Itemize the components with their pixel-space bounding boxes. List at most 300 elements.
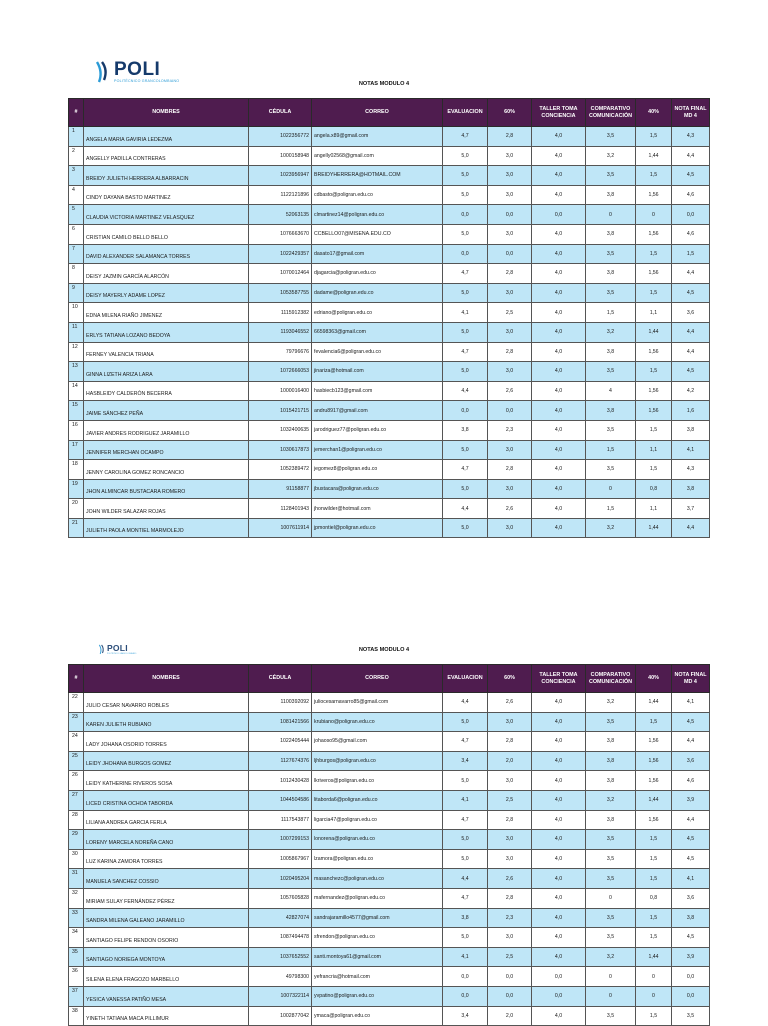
student-id: 1007299153 — [249, 830, 312, 850]
row-index: 15 — [69, 401, 84, 421]
taller-grade: 4,0 — [532, 283, 586, 303]
final-grade: 4,4 — [672, 732, 710, 752]
student-name: ERLYS TATIANA LOZANO BEDOYA — [84, 322, 249, 342]
taller-grade: 4,0 — [532, 518, 586, 538]
comparativo-grade: 3,5 — [586, 928, 636, 948]
student-name: MANUELA SANCHEZ COSSIO — [84, 869, 249, 889]
student-id: 1076663670 — [249, 224, 312, 244]
taller-grade: 0,0 — [532, 986, 586, 1006]
student-name: JENNY CAROLINA GOMEZ RONCANCIO — [84, 460, 249, 480]
student-name: FERNEY VALENCIA TRIANA — [84, 342, 249, 362]
student-email: yvpatino@poligran.edu.co — [312, 986, 443, 1006]
evaluacion-grade: 4,7 — [443, 888, 488, 908]
table-row — [69, 986, 710, 1006]
row-index: 2 — [69, 146, 84, 166]
header-col-comparativo: COMPARATIVO COMUNICACIÓN — [586, 665, 636, 693]
final-grade: 4,4 — [672, 146, 710, 166]
grade-60-percent: 2,8 — [488, 460, 532, 480]
student-email: angela.x89@gmail.com — [312, 127, 443, 147]
row-index: 30 — [69, 849, 84, 869]
taller-grade: 0,0 — [532, 205, 586, 225]
grade-60-percent: 2,8 — [488, 342, 532, 362]
taller-grade: 4,0 — [532, 908, 586, 928]
student-name: KAREN JULIETH RUBIANO — [84, 712, 249, 732]
student-name: CLAUDIA VICTORIA MARTINEZ VELASQUEZ — [84, 205, 249, 225]
final-grade: 4,4 — [672, 322, 710, 342]
final-grade: 3,9 — [672, 947, 710, 967]
student-name: SANDRA MILENA GALEANO JARAMILLO — [84, 908, 249, 928]
student-id: 1122121896 — [249, 185, 312, 205]
header-col-60: 60% — [488, 99, 532, 127]
taller-grade: 4,0 — [532, 751, 586, 771]
taller-grade: 4,0 — [532, 185, 586, 205]
table-row — [69, 264, 710, 284]
grade-40-percent: 1,5 — [636, 420, 672, 440]
comparativo-grade: 3,2 — [586, 790, 636, 810]
final-grade: 1,6 — [672, 401, 710, 421]
logo-word: POLI — [114, 59, 161, 80]
evaluacion-grade: 4,7 — [443, 732, 488, 752]
table-row — [69, 771, 710, 791]
grade-40-percent: 1,5 — [636, 712, 672, 732]
row-index: 4 — [69, 185, 84, 205]
table-row — [69, 362, 710, 382]
grade-60-percent: 2,6 — [488, 869, 532, 889]
table-row — [69, 185, 710, 205]
final-grade: 4,6 — [672, 771, 710, 791]
student-id: 1053587755 — [249, 283, 312, 303]
student-id: 1127674376 — [249, 751, 312, 771]
grade-60-percent: 3,0 — [488, 283, 532, 303]
comparativo-grade: 3,5 — [586, 830, 636, 850]
student-id: 1052389472 — [249, 460, 312, 480]
student-email: dasato17@gmail.com — [312, 244, 443, 264]
student-email: jegomez8@poligran.edu.co — [312, 460, 443, 480]
student-email: johaoso95@gmail.com — [312, 732, 443, 752]
grade-60-percent: 2,0 — [488, 751, 532, 771]
table-row — [69, 810, 710, 830]
grade-40-percent: 1,5 — [636, 460, 672, 480]
row-index: 37 — [69, 986, 84, 1006]
student-name: CINDY DAYANA BASTO MARTINEZ — [84, 185, 249, 205]
student-email: yefrancria@hotmail.com — [312, 967, 443, 987]
student-name: LUZ KARINA ZAMORA TORRES — [84, 849, 249, 869]
table-row — [69, 303, 710, 323]
student-id: 1100392092 — [249, 693, 312, 713]
table-row — [69, 205, 710, 225]
comparativo-grade: 3,5 — [586, 1006, 636, 1026]
row-index: 17 — [69, 440, 84, 460]
evaluacion-grade: 4,1 — [443, 303, 488, 323]
evaluacion-grade: 5,0 — [443, 322, 488, 342]
grade-60-percent: 3,0 — [488, 849, 532, 869]
table-header — [69, 99, 710, 127]
taller-grade: 4,0 — [532, 849, 586, 869]
student-name: ANGELLY PADILLA CONTRERAS — [84, 146, 249, 166]
final-grade: 4,5 — [672, 283, 710, 303]
grade-40-percent: 0,8 — [636, 479, 672, 499]
final-grade: 4,5 — [672, 849, 710, 869]
taller-grade: 4,0 — [532, 420, 586, 440]
final-grade: 3,7 — [672, 499, 710, 519]
student-name: DAVID ALEXANDER SALAMANCA TORRES — [84, 244, 249, 264]
comparativo-grade: 3,8 — [586, 771, 636, 791]
comparativo-grade: 0 — [586, 888, 636, 908]
comparativo-grade: 0 — [586, 986, 636, 1006]
grade-40-percent: 1,44 — [636, 693, 672, 713]
table-row — [69, 381, 710, 401]
grade-60-percent: 3,0 — [488, 479, 532, 499]
student-name: JENNIFER MERCHAN OCAMPO — [84, 440, 249, 460]
student-id: 1032400635 — [249, 420, 312, 440]
row-index: 5 — [69, 205, 84, 225]
comparativo-grade: 3,5 — [586, 362, 636, 382]
grade-40-percent: 1,5 — [636, 166, 672, 186]
student-email: BREIDYHERRERA@HOTMAIL.COM — [312, 166, 443, 186]
student-email: mafernandez@poligran.edu.co — [312, 888, 443, 908]
student-name: LEIDY JHOHANA BURGOS GOMEZ — [84, 751, 249, 771]
comparativo-grade: 1,5 — [586, 499, 636, 519]
student-id: 1128401943 — [249, 499, 312, 519]
table-row — [69, 244, 710, 264]
table-row — [69, 518, 710, 538]
student-id: 1012430428 — [249, 771, 312, 791]
student-name: MIRIAM SULAY FERNÁNDEZ PÉREZ — [84, 888, 249, 908]
student-id: 42827074 — [249, 908, 312, 928]
taller-grade: 4,0 — [532, 440, 586, 460]
table-row — [69, 947, 710, 967]
student-email: lonorena@poligran.edu.co — [312, 830, 443, 850]
grade-60-percent: 3,0 — [488, 185, 532, 205]
student-id: 1000158948 — [249, 146, 312, 166]
grade-40-percent: 1,44 — [636, 322, 672, 342]
student-name: EDNA MILENA RIAÑO JIMENEZ — [84, 303, 249, 323]
final-grade: 3,6 — [672, 888, 710, 908]
student-email: ligarcia47@poligran.edu.co — [312, 810, 443, 830]
final-grade: 4,5 — [672, 928, 710, 948]
table-row — [69, 342, 710, 362]
comparativo-grade: 3,5 — [586, 849, 636, 869]
taller-grade: 4,0 — [532, 693, 586, 713]
comparativo-grade: 3,8 — [586, 732, 636, 752]
header-col-cedula: CÉDULA — [249, 99, 312, 127]
final-grade: 3,5 — [672, 1006, 710, 1026]
student-name: DEISY MAYERLY ADAME LOPEZ — [84, 283, 249, 303]
taller-grade: 4,0 — [532, 401, 586, 421]
grade-40-percent: 1,56 — [636, 751, 672, 771]
header-col-comparativo: COMPARATIVO COMUNICACIÓN — [586, 99, 636, 127]
taller-grade: 4,0 — [532, 928, 586, 948]
taller-grade: 4,0 — [532, 166, 586, 186]
grade-40-percent: 1,44 — [636, 518, 672, 538]
grade-60-percent: 2,0 — [488, 1006, 532, 1026]
comparativo-grade: 3,2 — [586, 146, 636, 166]
final-grade: 1,5 — [672, 244, 710, 264]
evaluacion-grade: 0,0 — [443, 205, 488, 225]
student-email: ljhburgos@poligran.edu.co — [312, 751, 443, 771]
comparativo-grade: 3,5 — [586, 166, 636, 186]
student-email: juliocesarnavarro85@gmail.com — [312, 693, 443, 713]
taller-grade: 4,0 — [532, 830, 586, 850]
table-row — [69, 401, 710, 421]
grade-60-percent: 0,0 — [488, 967, 532, 987]
table-row — [69, 283, 710, 303]
student-id: 1022405444 — [249, 732, 312, 752]
taller-grade: 4,0 — [532, 1006, 586, 1026]
student-id: 1081421566 — [249, 712, 312, 732]
grade-60-percent: 0,0 — [488, 401, 532, 421]
student-id: 49798300 — [249, 967, 312, 987]
student-name: JULIO CESAR NAVARRO ROBLES — [84, 693, 249, 713]
student-name: LEIDY KATHERINE RIVEROS SOSA — [84, 771, 249, 791]
grade-40-percent: 1,44 — [636, 146, 672, 166]
taller-grade: 4,0 — [532, 362, 586, 382]
comparativo-grade: 3,5 — [586, 420, 636, 440]
row-index: 28 — [69, 810, 84, 830]
table-row — [69, 712, 710, 732]
student-email: jhonwilder@hotmail.com — [312, 499, 443, 519]
row-index: 24 — [69, 732, 84, 752]
comparativo-grade: 3,5 — [586, 908, 636, 928]
row-index: 31 — [69, 869, 84, 889]
logo-subtitle: POLITÉCNICO GRANCOLOMBIANO — [107, 652, 137, 655]
grade-60-percent: 2,3 — [488, 908, 532, 928]
grade-40-percent: 1,44 — [636, 790, 672, 810]
comparativo-grade: 0 — [586, 205, 636, 225]
grade-60-percent: 3,0 — [488, 322, 532, 342]
student-id: 1115912382 — [249, 303, 312, 323]
evaluacion-grade: 3,8 — [443, 908, 488, 928]
grade-60-percent: 2,3 — [488, 420, 532, 440]
student-email: krubiano@poligran.edu.co — [312, 712, 443, 732]
comparativo-grade: 3,2 — [586, 322, 636, 342]
student-name: JOHN WILDER SALAZAR ROJAS — [84, 499, 249, 519]
evaluacion-grade: 5,0 — [443, 362, 488, 382]
header-col-40: 40% — [636, 99, 672, 127]
evaluacion-grade: 4,4 — [443, 869, 488, 889]
final-grade: 3,8 — [672, 420, 710, 440]
evaluacion-grade: 3,8 — [443, 420, 488, 440]
table-row — [69, 127, 710, 147]
row-index: 7 — [69, 244, 84, 264]
comparativo-grade: 4 — [586, 381, 636, 401]
student-name: DEISY JAZMIN GARCÍA ALARCÓN — [84, 264, 249, 284]
student-id: 52063135 — [249, 205, 312, 225]
final-grade: 3,6 — [672, 751, 710, 771]
student-name: BREIDY JULIETH HERRERA ALBARRACIN — [84, 166, 249, 186]
header-col-correo: CORREO — [312, 99, 443, 127]
grade-40-percent: 1,56 — [636, 264, 672, 284]
evaluacion-grade: 3,4 — [443, 751, 488, 771]
grade-40-percent: 1,56 — [636, 732, 672, 752]
page-title: NOTAS MODULO 4 — [358, 81, 410, 87]
taller-grade: 4,0 — [532, 303, 586, 323]
grade-40-percent: 1,56 — [636, 810, 672, 830]
header-col-40: 40% — [636, 665, 672, 693]
evaluacion-grade: 5,0 — [443, 830, 488, 850]
header-col-nombres: NOMBRES — [84, 665, 249, 693]
table-row — [69, 166, 710, 186]
evaluacion-grade: 5,0 — [443, 771, 488, 791]
row-index: 14 — [69, 381, 84, 401]
student-email: fevalencia6@poligran.edu.co — [312, 342, 443, 362]
grade-60-percent: 0,0 — [488, 244, 532, 264]
table-row — [69, 928, 710, 948]
taller-grade: 4,0 — [532, 888, 586, 908]
grade-40-percent: 1,5 — [636, 362, 672, 382]
taller-grade: 4,0 — [532, 381, 586, 401]
grade-60-percent: 2,8 — [488, 732, 532, 752]
comparativo-grade: 3,8 — [586, 810, 636, 830]
row-index: 18 — [69, 460, 84, 480]
header-col-index: # — [69, 665, 84, 693]
student-name: ANGELA MARIA GAVIRIA LEDEZMA — [84, 127, 249, 147]
table-header — [69, 665, 710, 693]
row-index: 26 — [69, 771, 84, 791]
evaluacion-grade: 4,7 — [443, 127, 488, 147]
table-row — [69, 499, 710, 519]
table-row — [69, 224, 710, 244]
grade-60-percent: 3,0 — [488, 146, 532, 166]
comparativo-grade: 3,8 — [586, 185, 636, 205]
final-grade: 4,5 — [672, 712, 710, 732]
taller-grade: 4,0 — [532, 224, 586, 244]
student-email: sfrendon@poligran.edu.co — [312, 928, 443, 948]
evaluacion-grade: 5,0 — [443, 146, 488, 166]
logo-subtitle: POLITÉCNICO GRANCOLOMBIANO — [114, 79, 180, 83]
student-id: 1000016400 — [249, 381, 312, 401]
taller-grade: 4,0 — [532, 810, 586, 830]
grade-60-percent: 3,0 — [488, 928, 532, 948]
comparativo-grade: 3,5 — [586, 244, 636, 264]
student-name: GINNA LIZETH ARIZA LARA — [84, 362, 249, 382]
row-index: 6 — [69, 224, 84, 244]
student-id: 1070012464 — [249, 264, 312, 284]
student-email: santi.montoya61@gmail.com — [312, 947, 443, 967]
grades-table-1 — [68, 98, 710, 538]
comparativo-grade: 3,8 — [586, 751, 636, 771]
evaluacion-grade: 0,0 — [443, 244, 488, 264]
final-grade: 0,0 — [672, 205, 710, 225]
evaluacion-grade: 5,0 — [443, 849, 488, 869]
row-index: 32 — [69, 888, 84, 908]
grade-60-percent: 3,0 — [488, 518, 532, 538]
student-name: LILIANA ANDREA GARCIA FERLA — [84, 810, 249, 830]
row-index: 36 — [69, 967, 84, 987]
table-row — [69, 146, 710, 166]
header-col-correo: CORREO — [312, 665, 443, 693]
grade-40-percent: 1,56 — [636, 342, 672, 362]
header-col-taller: TALLER TOMA CONCIENCIA — [532, 99, 586, 127]
student-email: djagarcia@poligran.edu.co — [312, 264, 443, 284]
evaluacion-grade: 5,0 — [443, 518, 488, 538]
grade-40-percent: 1,44 — [636, 947, 672, 967]
taller-grade: 4,0 — [532, 264, 586, 284]
student-id: 1072666053 — [249, 362, 312, 382]
grade-40-percent: 1,5 — [636, 283, 672, 303]
final-grade: 4,6 — [672, 185, 710, 205]
taller-grade: 4,0 — [532, 712, 586, 732]
evaluacion-grade: 4,7 — [443, 342, 488, 362]
grades-table-2 — [68, 664, 710, 1026]
final-grade: 4,3 — [672, 460, 710, 480]
student-name: HASBLEIDY CALDERÓN BECERRA — [84, 381, 249, 401]
grade-60-percent: 3,0 — [488, 224, 532, 244]
final-grade: 4,1 — [672, 869, 710, 889]
table-body — [69, 127, 710, 538]
student-id: 1022356772 — [249, 127, 312, 147]
final-grade: 3,9 — [672, 790, 710, 810]
student-id: 1030617873 — [249, 440, 312, 460]
final-grade: 0,0 — [672, 986, 710, 1006]
student-id: 1015421715 — [249, 401, 312, 421]
comparativo-grade: 3,8 — [586, 224, 636, 244]
student-email: dadame@poligran.edu.co — [312, 283, 443, 303]
student-id: 1022429357 — [249, 244, 312, 264]
table-row — [69, 693, 710, 713]
table-row — [69, 440, 710, 460]
header-col-evaluacion: EVALUACION — [443, 665, 488, 693]
page-title-2: NOTAS MODULO 4 — [358, 647, 410, 653]
table-row — [69, 830, 710, 850]
table-row — [69, 908, 710, 928]
row-index: 8 — [69, 264, 84, 284]
row-index: 16 — [69, 420, 84, 440]
student-email: andru8917@gmail.com — [312, 401, 443, 421]
evaluacion-grade: 5,0 — [443, 440, 488, 460]
header-col-nota-final: NOTA FINAL MD 4 — [672, 665, 710, 693]
grade-40-percent: 0 — [636, 986, 672, 1006]
logo-word: POLI — [107, 643, 128, 653]
comparativo-grade: 3,8 — [586, 264, 636, 284]
grade-60-percent: 2,6 — [488, 381, 532, 401]
final-grade: 4,3 — [672, 127, 710, 147]
final-grade: 3,8 — [672, 908, 710, 928]
grade-40-percent: 0,8 — [636, 888, 672, 908]
student-id: 1005867967 — [249, 849, 312, 869]
grade-60-percent: 2,8 — [488, 888, 532, 908]
row-index: 38 — [69, 1006, 84, 1026]
comparativo-grade: 0 — [586, 479, 636, 499]
evaluacion-grade: 5,0 — [443, 712, 488, 732]
final-grade: 4,4 — [672, 518, 710, 538]
student-name: SANTIAGO FELIPE RENDON OSORIO — [84, 928, 249, 948]
evaluacion-grade: 5,0 — [443, 479, 488, 499]
student-email: jarodriguez77@poligran.edu.co — [312, 420, 443, 440]
comparativo-grade: 3,5 — [586, 869, 636, 889]
evaluacion-grade: 5,0 — [443, 185, 488, 205]
evaluacion-grade: 4,7 — [443, 460, 488, 480]
row-index: 1 — [69, 127, 84, 147]
evaluacion-grade: 5,0 — [443, 224, 488, 244]
row-index: 12 — [69, 342, 84, 362]
table-row — [69, 869, 710, 889]
taller-grade: 4,0 — [532, 127, 586, 147]
final-grade: 4,4 — [672, 810, 710, 830]
row-index: 21 — [69, 518, 84, 538]
header-col-nombres: NOMBRES — [84, 99, 249, 127]
student-email: ymaca@poligran.edu.co — [312, 1006, 443, 1026]
taller-grade: 4,0 — [532, 771, 586, 791]
grade-40-percent: 1,5 — [636, 928, 672, 948]
header-col-nota-final: NOTA FINAL MD 4 — [672, 99, 710, 127]
grade-40-percent: 1,5 — [636, 127, 672, 147]
evaluacion-grade: 4,4 — [443, 499, 488, 519]
taller-grade: 4,0 — [532, 790, 586, 810]
grade-40-percent: 1,5 — [636, 869, 672, 889]
grade-40-percent: 0 — [636, 967, 672, 987]
grade-60-percent: 2,5 — [488, 790, 532, 810]
